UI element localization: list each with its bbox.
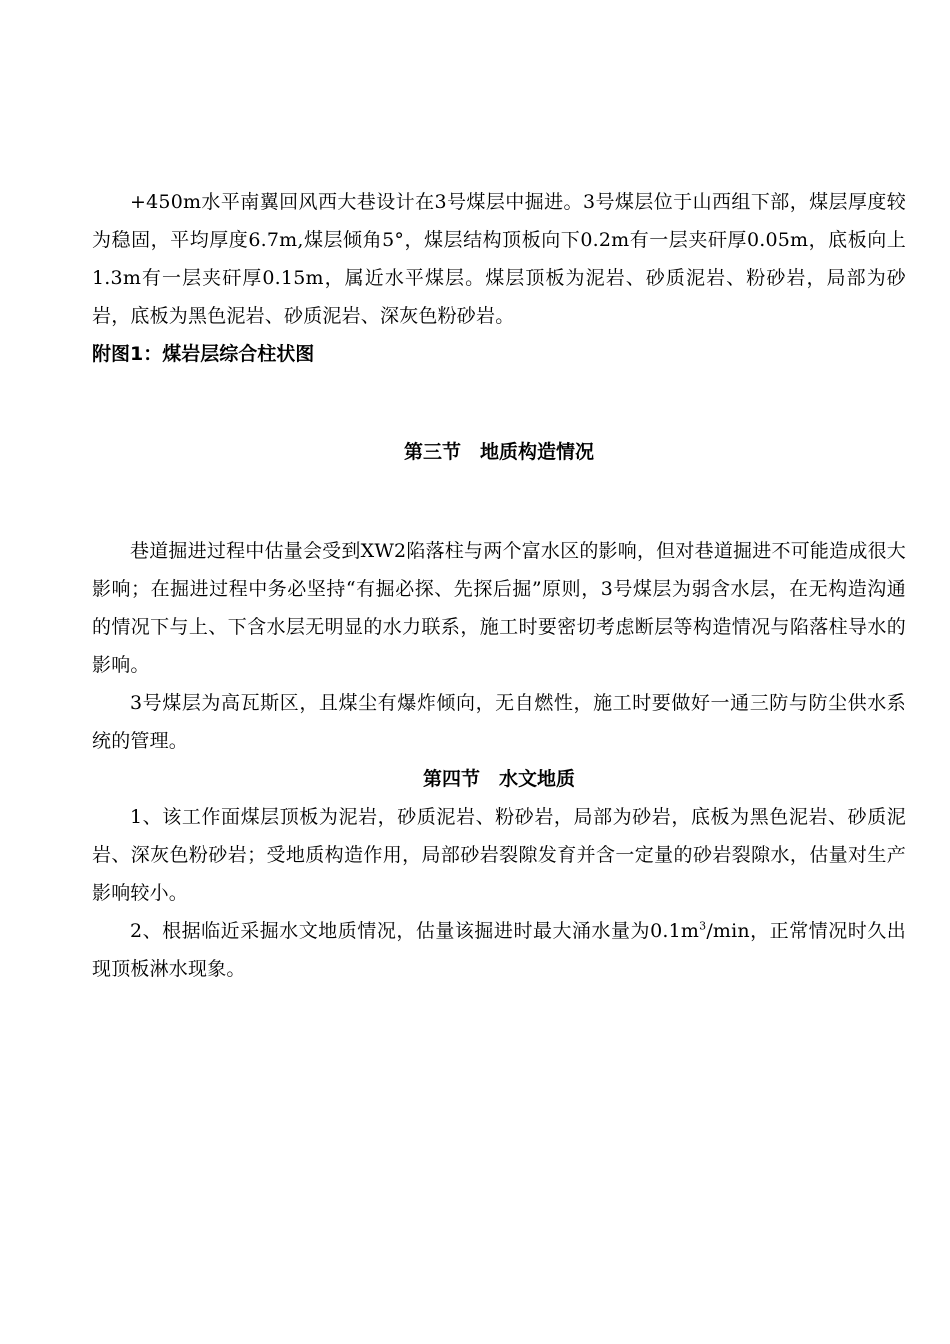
- section-4-paragraph-1: 1、该工作面煤层顶板为泥岩，砂质泥岩、粉砂岩，局部为砂岩，底板为黑色泥岩、砂质泥岩、深灰色粉砂岩；受地质构造作用，局部砂岩裂隙发育并含一定量的砂岩裂隙水，估量对生产影响较小。: [92, 806, 906, 904]
- section-3-paragraph-2: 3号煤层为高瓦斯区，且煤尘有爆炸倾向，无自燃性，施工时要做好一通三防与防尘供水系统的管理。: [92, 692, 906, 752]
- section-4-paragraph-2-text-after: /min，正常情况时久出现顶板淋水现象。: [92, 920, 906, 980]
- figure-caption: 附图1：煤岩层综合柱状图: [92, 343, 315, 365]
- section-4-paragraph-2-text-before: 2、根据临近采掘水文地质情况，估量该掘进时最大涌水量为0.1m: [130, 920, 700, 942]
- document-page: [92, 183, 906, 988]
- section-3-heading: 第三节 地质构造情况: [403, 441, 594, 463]
- intro-paragraph: +450m水平南翼回风西大巷设计在3号煤层中掘进。3号煤层位于山西组下部，煤层厚度较为稳固，平均厚度6.7m,煤层倾角5°，煤层结构顶板向下0.2m有一层夹矸厚0.05m，底板向上1.3m有一层夹矸厚0.15m，属近水平煤层。煤层顶板为泥岩、砂质泥岩、粉砂岩，局部为砂岩，底板为黑色泥岩、砂质泥岩、深灰色粉砂岩。: [92, 191, 906, 327]
- section-4-paragraph-2: [92, 912, 906, 988]
- section-3-paragraph-1: 巷道掘进过程中估量会受到XW2陷落柱与两个富水区的影响，但对巷道掘进不可能造成很大影响；在掘进过程中务必坚持“有掘必探、先探后掘”原则，3号煤层为弱含水层，在无构造沟通的情况下与上、下含水层无明显的水力联系，施工时要密切考虑断层等构造情况与陷落柱导水的影响。: [92, 540, 906, 676]
- section-4-heading: 第四节 水文地质: [422, 768, 575, 790]
- superscript-exponent: 3: [699, 919, 707, 933]
